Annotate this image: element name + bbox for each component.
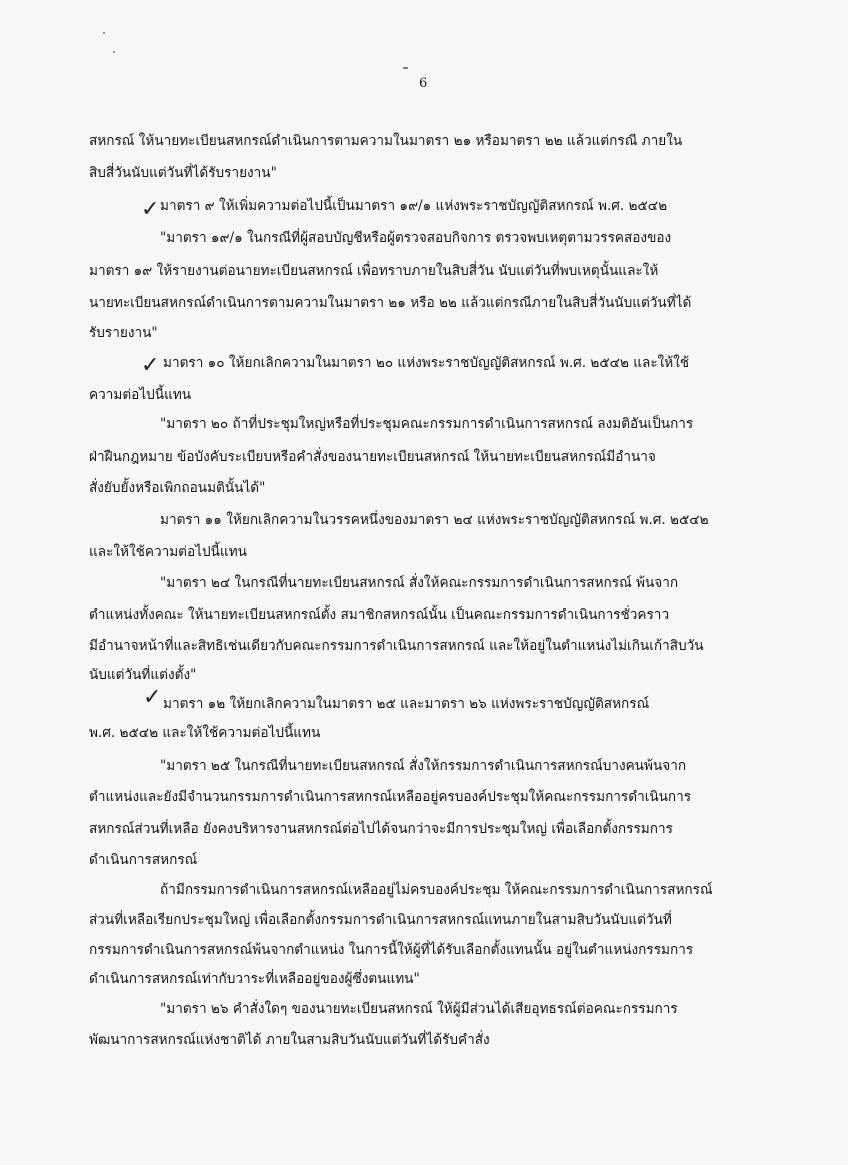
text-line: และให้ใช้ความต่อไปนี้แทน (89, 544, 247, 560)
check-mark-icon: ✓ (141, 353, 160, 378)
text-line: ตำแหน่งและยังมีจำนวนกรรมการดำเนินการสหกรณ์เหลืออยู่ครบองค์ประชุมให้คณะกรรมการดำเนินการ (89, 789, 692, 805)
text-line: มาตรา ๙ ให้เพิ่มความต่อไปนี้เป็นมาตรา ๑๙/๑ แห่งพระราชบัญญัติสหกรณ์ พ.ศ. ๒๕๔๒ (160, 198, 668, 214)
text-line: สั่งยับยั้งหรือเพิกถอนมตินั้นได้" (89, 480, 266, 496)
text-line: ส่วนที่เหลือเรียกประชุมใหญ่ เพื่อเลือกตั้งกรรมการดำเนินการสหกรณ์แทนภายในสามสิบวันนับแต่วันที่ (89, 912, 672, 928)
check-mark-icon: ✓ (143, 685, 162, 710)
page-number: 6 (419, 76, 428, 91)
check-mark-icon: ✓ (141, 197, 160, 222)
text-line: มาตรา ๑๐ ให้ยกเลิกความในมาตรา ๒๐ แห่งพระราชบัญญัติสหกรณ์ พ.ศ. ๒๕๔๒ และให้ใช้ (163, 355, 690, 371)
text-line: นับแต่วันที่แต่งตั้ง" (89, 667, 197, 683)
text-line: "มาตรา ๒๔ ในกรณีที่นายทะเบียนสหกรณ์ สั่งให้คณะกรรมการดำเนินการสหกรณ์ พ้นจาก (160, 575, 679, 591)
text-line: รับรายงาน" (89, 325, 158, 341)
text-line: พ.ศ. ๒๕๔๒ และให้ใช้ความต่อไปนี้แทน (89, 725, 321, 741)
text-line: มาตรา ๑๙ ให้รายงานต่อนายทะเบียนสหกรณ์ เพื่อทราบภายในสิบสี่วัน นับแต่วันที่พบเหตุนั้นและให้ (89, 263, 659, 279)
text-line: "มาตรา ๒๖ คำสั่งใดๆ ของนายทะเบียนสหกรณ์ ให้ผู้มีส่วนได้เสียอุทธรณ์ต่อคณะกรรมการ (160, 1001, 678, 1017)
text-line: ดำเนินการสหกรณ์ (89, 852, 198, 868)
scan-speck (103, 32, 105, 34)
text-line: มาตรา ๑๑ ให้ยกเลิกความในวรรคหนึ่งของมาตรา ๒๔ แห่งพระราชบัญญัติสหกรณ์ พ.ศ. ๒๕๔๒ (160, 512, 709, 528)
text-line: "มาตรา ๒๕ ในกรณีที่นายทะเบียนสหกรณ์ สั่งให้กรรมการดำเนินการสหกรณ์บางคนพ้นจาก (160, 758, 687, 774)
text-line: "มาตรา ๒๐ ถ้าที่ประชุมใหญ่หรือที่ประชุมคณะกรรมการดำเนินการสหกรณ์ ลงมติอันเป็นการ (160, 416, 694, 432)
text-line: สหกรณ์ ให้นายทะเบียนสหกรณ์ดำเนินการตามความในมาตรา ๒๑ หรือมาตรา ๒๒ แล้วแต่กรณี ภายใน (89, 133, 683, 149)
text-line: พัฒนาการสหกรณ์แห่งชาติได้ ภายในสามสิบวันนับแต่วันที่ได้รับคำสั่ง (89, 1032, 490, 1048)
scan-speck (403, 67, 408, 69)
text-line: กรรมการดำเนินการสหกรณ์พ้นจากตำแหน่ง ในการนี้ให้ผู้ที่ได้รับเลือกตั้งแทนนั้น อยู่ในตำแหน่งกรรมการ (89, 942, 694, 958)
text-line: "มาตรา ๑๙/๑ ในกรณีที่ผู้สอบบัญชีหรือผู้ตรวจสอบกิจการ ตรวจพบเหตุตามวรรคสองของ (160, 230, 672, 246)
text-line: ดำเนินการสหกรณ์เท่ากับวาระที่เหลืออยู่ของผู้ซึ่งตนแทน" (89, 971, 420, 987)
text-line: สหกรณ์ส่วนที่เหลือ ยังคงบริหารงานสหกรณ์ต่อไปได้จนกว่าจะมีการประชุมใหญ่ เพื่อเลือกตั้งกรรมการ (89, 821, 673, 837)
text-line: ถ้ามีกรรมการดำเนินการสหกรณ์เหลืออยู่ไม่ครบองค์ประชุม ให้คณะกรรมการดำเนินการสหกรณ์ (160, 882, 713, 898)
text-line: นายทะเบียนสหกรณ์ดำเนินการตามความในมาตรา ๒๑ หรือ ๒๒ แล้วแต่กรณีภายในสิบสี่วันนับแต่วันที่ได้ (89, 295, 692, 311)
text-line: มาตรา ๑๒ ให้ยกเลิกความในมาตรา ๒๕ และมาตรา ๒๖ แห่งพระราชบัญญัติสหกรณ์ (163, 696, 650, 712)
scan-speck (113, 51, 115, 53)
text-line: สิบสี่วันนับแต่วันที่ได้รับรายงาน" (89, 165, 277, 181)
text-line: ตำแหน่งทั้งคณะ ให้นายทะเบียนสหกรณ์ตั้ง สมาชิกสหกรณ์นั้น เป็นคณะกรรมการดำเนินการชั่วคราว (89, 607, 670, 623)
text-line: มีอำนาจหน้าที่และสิทธิเช่นเดียวกับคณะกรรมการดำเนินการสหกรณ์ และให้อยู่ในตำแหน่งไม่เกินเก้าสิบวัน (89, 638, 704, 654)
text-line: ความต่อไปนี้แทน (89, 387, 192, 403)
text-line: ฝ่าฝืนกฎหมาย ข้อบังคับระเบียบหรือคำสั่งของนายทะเบียนสหกรณ์ ให้นายทะเบียนสหกรณ์มีอำนาจ (89, 449, 656, 465)
